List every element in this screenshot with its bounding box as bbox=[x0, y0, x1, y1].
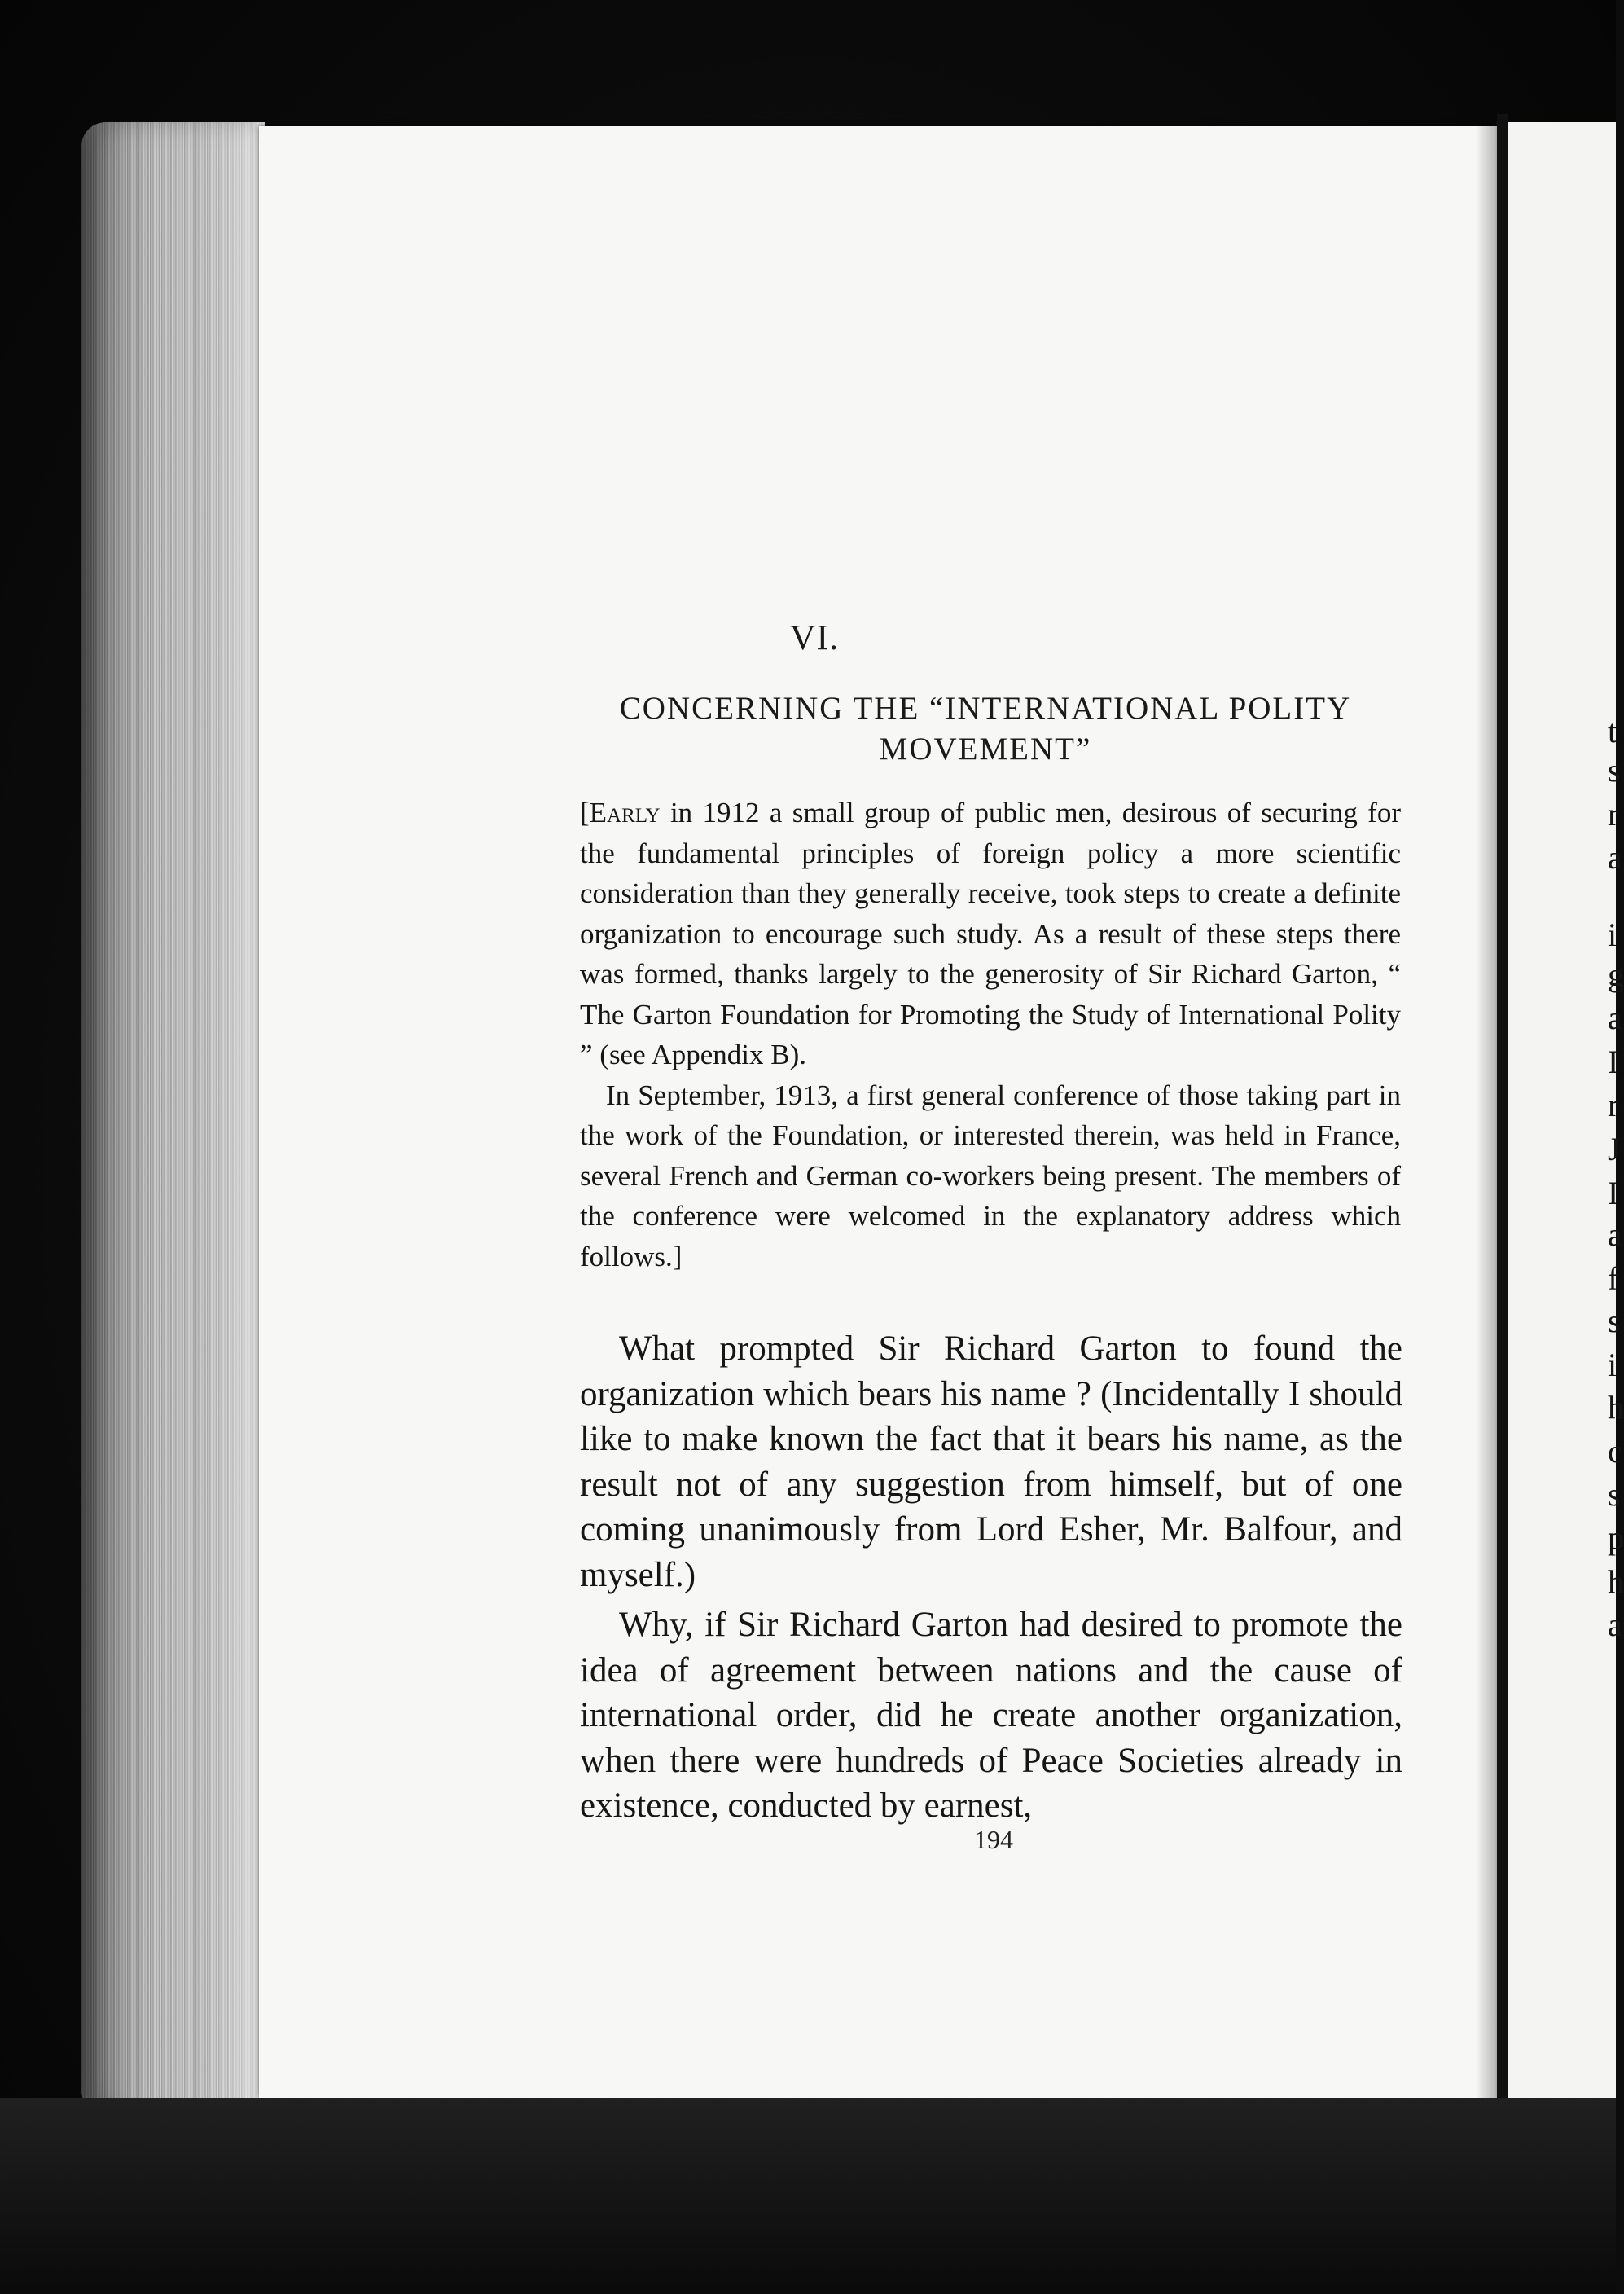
facing-page-letter: a bbox=[1608, 1606, 1622, 1643]
chapter-title bbox=[570, 688, 1401, 770]
chapter-number: VI. bbox=[789, 617, 840, 657]
chapter-title-line-2: MOVEMENT” bbox=[879, 732, 1092, 767]
facing-page-letter: t bbox=[1608, 713, 1617, 749]
facing-page-letter: g bbox=[1608, 956, 1624, 993]
facing-page-letter: J bbox=[1608, 1131, 1621, 1167]
body-paragraph-1: What prompted Sir Richard Garton to found the organization which bears his name ? (Incidentally I should like to make known the fact that it bears his name, as the result not of any suggestion from himself, but of one coming unanimously from Lord Esher, Mr. Balfour, and myself.) bbox=[580, 1329, 1402, 1594]
facing-page-letter: a bbox=[1608, 839, 1622, 876]
facing-page bbox=[1508, 122, 1624, 2102]
page-number: 194 bbox=[974, 1825, 1013, 1854]
facing-page-letter: I bbox=[1608, 1175, 1619, 1211]
facing-page-letter: h bbox=[1608, 1563, 1624, 1600]
intro-paragraph-1 bbox=[580, 793, 1401, 1075]
facing-page-letter: r bbox=[1608, 1087, 1619, 1123]
facing-page-letter: s bbox=[1608, 752, 1621, 789]
facing-page-letter: c bbox=[1608, 1433, 1622, 1470]
open-bracket: [ bbox=[580, 797, 590, 828]
book-spine bbox=[1497, 114, 1508, 2126]
bottom-shadow bbox=[0, 2098, 1616, 2294]
facing-page-letter: i bbox=[1608, 1347, 1617, 1383]
facing-page-letter: p bbox=[1608, 1519, 1624, 1556]
body-paragraph-2: Why, if Sir Richard Garton had desired to promote the idea of agreement between nations and the cause of international order, did he create another organization, when there were hundreds of Peace Societies already in existence, conducted by earnest, bbox=[580, 1606, 1402, 1825]
facing-page-letter: f bbox=[1608, 1260, 1619, 1297]
intro-paragraph-2: In September, 1913, a first general conference of those taking part in the work of the Foundation, or interested therein, was held in France, several French and German co-workers being present. The members of the conference were welcomed in the explanatory address which follows.] bbox=[580, 1079, 1401, 1272]
chapter-title-line-1: CONCERNING THE “INTERNATIONAL POLITY bbox=[619, 691, 1352, 726]
facing-page-letter: I bbox=[1608, 1044, 1619, 1080]
facing-page-letter: s bbox=[1608, 1303, 1621, 1339]
editorial-introduction bbox=[580, 793, 1401, 1277]
facing-page-letter: a bbox=[1608, 1000, 1622, 1036]
page-block-edges bbox=[81, 122, 265, 2122]
facing-page-letter: r bbox=[1608, 796, 1619, 833]
facing-page-letter: s bbox=[1608, 1476, 1621, 1513]
intro-paragraph-1-text: in 1912 a small group of public men, desirous of securing for the fundamental principles of foreign policy a more scientific consideration than they generally receive, took steps to create a definite organization to encourage such study. As a result of these steps there was formed, thanks largely to the generosity of Sir Richard Garton, “ The Garton Foundation for Promoting the Study of International Polity ” (see Appendix B). bbox=[580, 797, 1401, 1070]
facing-page-letter: a bbox=[1608, 1216, 1622, 1253]
intro-lead-word: Early bbox=[589, 797, 661, 828]
body-text bbox=[580, 1326, 1402, 1829]
facing-page-letter: h bbox=[1608, 1389, 1624, 1426]
facing-page-letter: i bbox=[1608, 916, 1617, 953]
